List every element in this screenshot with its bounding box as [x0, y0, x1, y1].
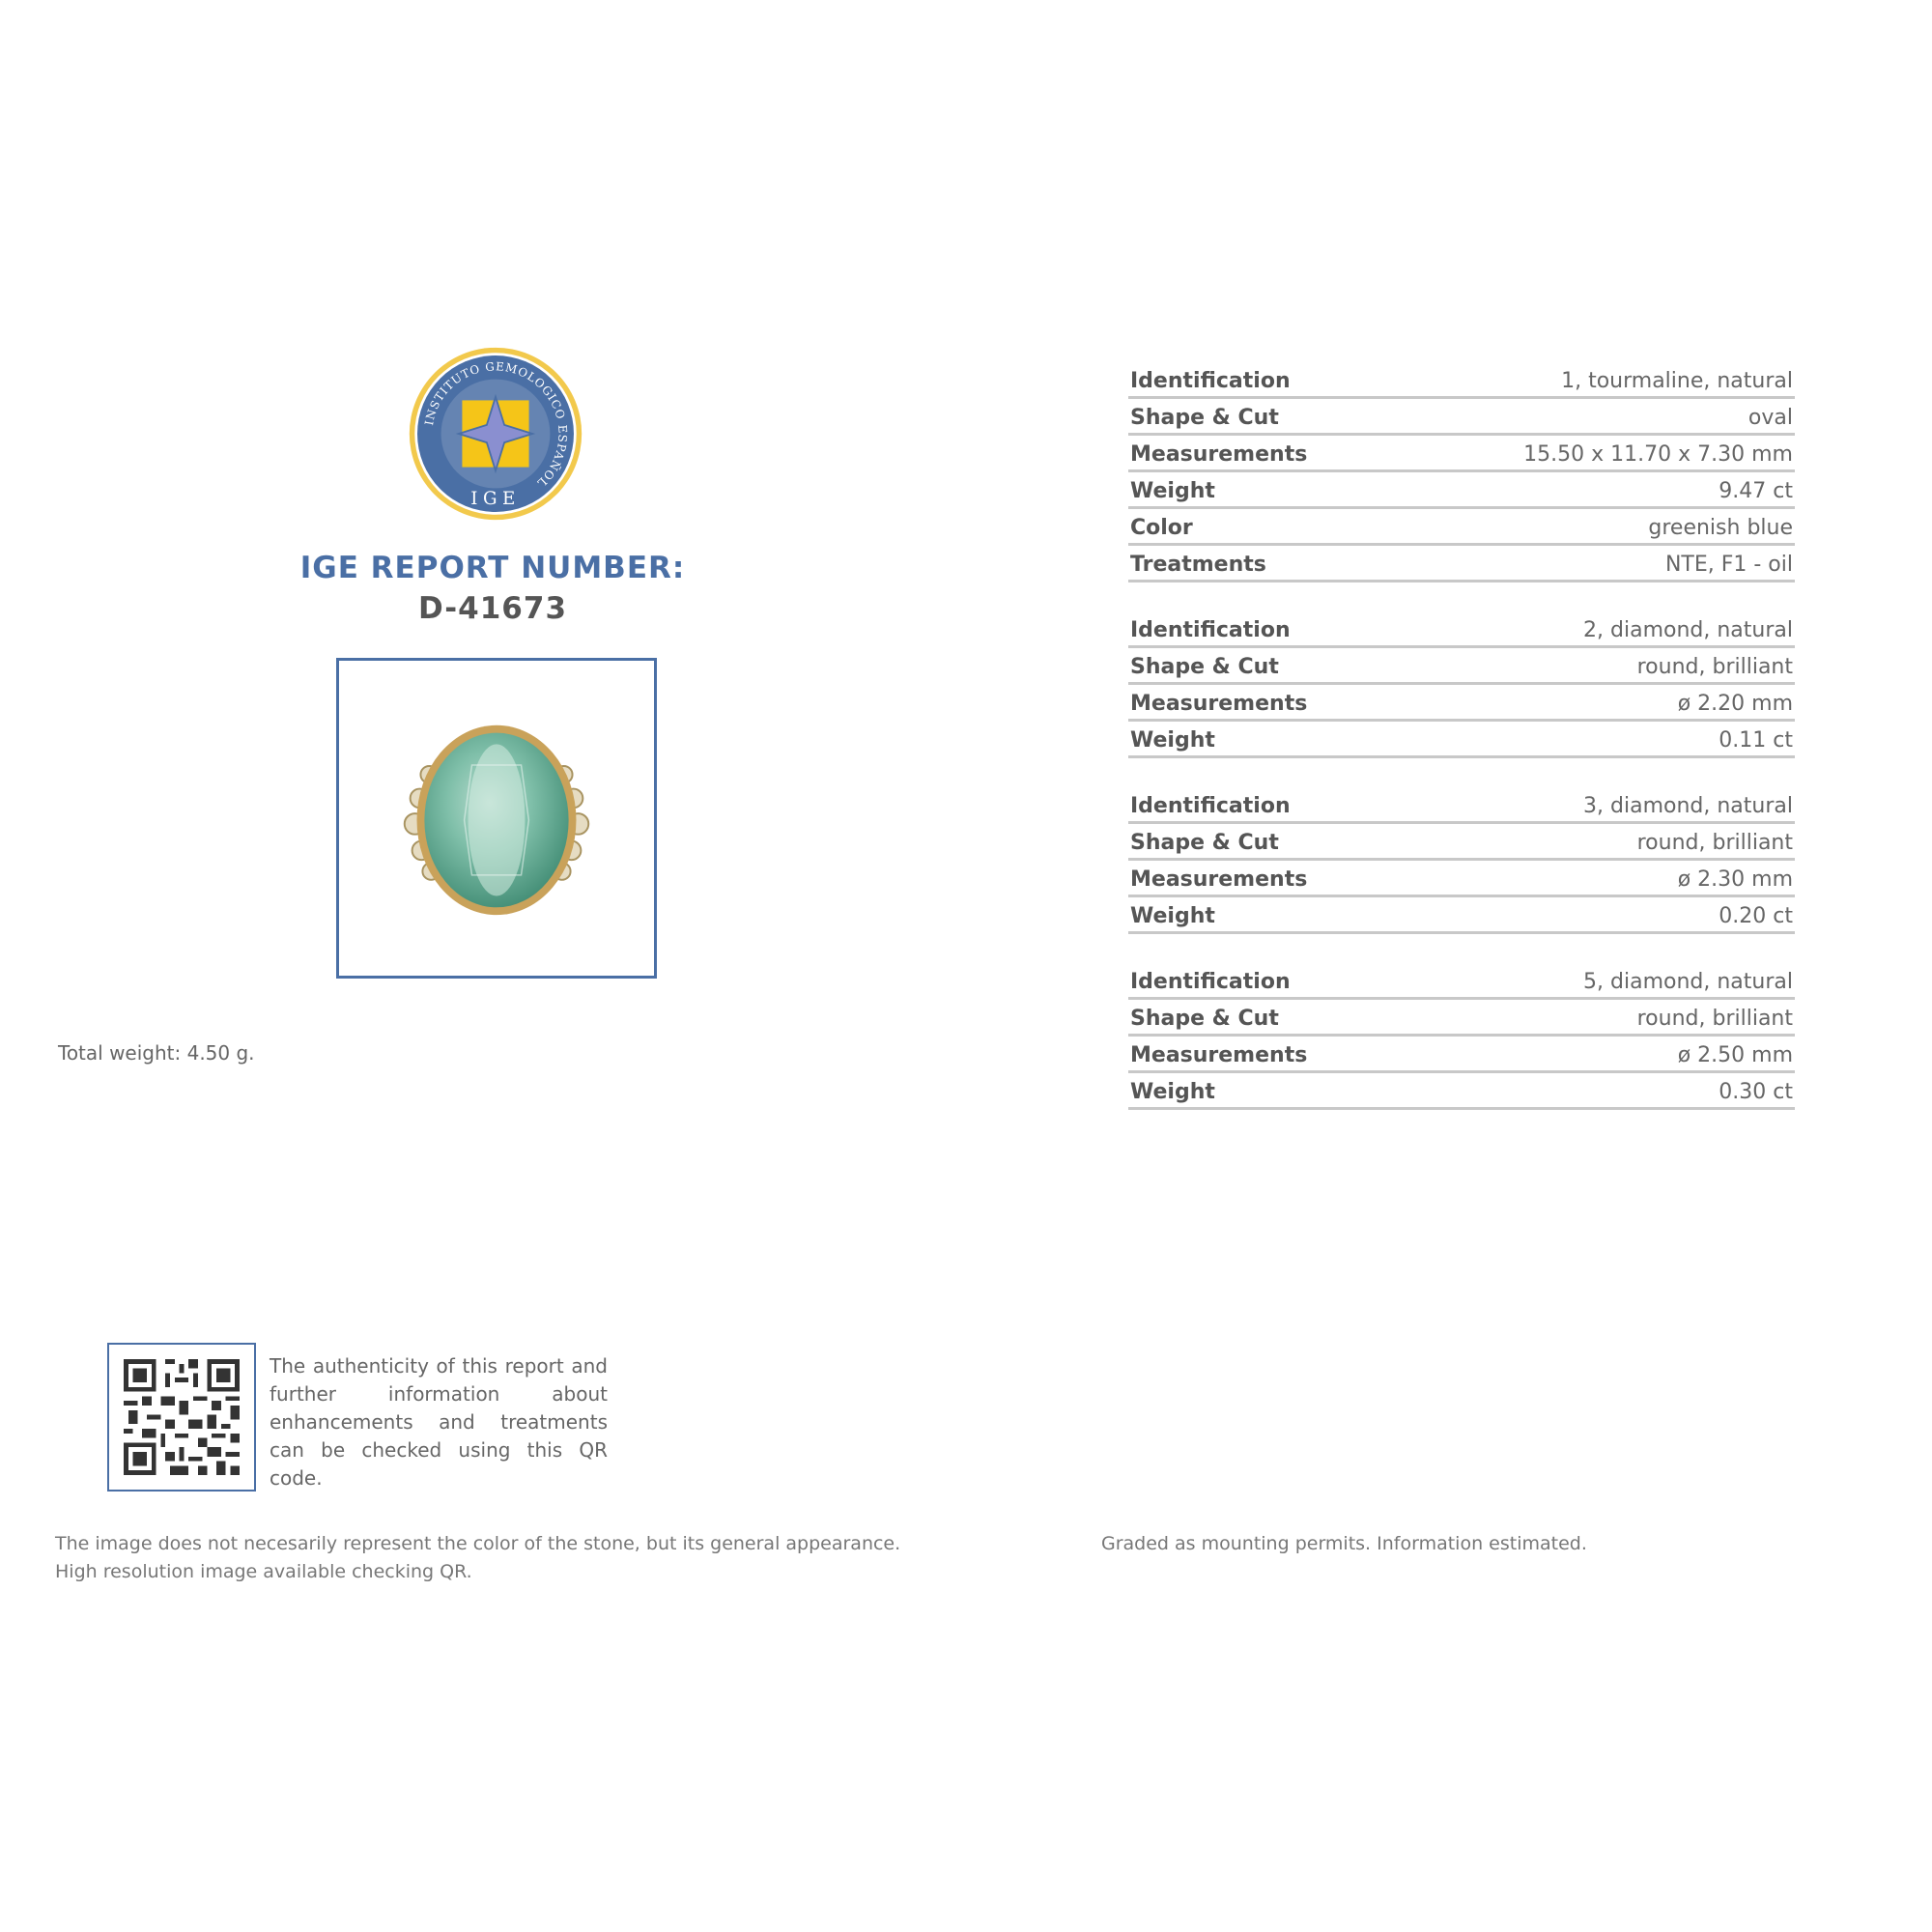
row-value: 0.20 ct: [1719, 904, 1793, 928]
table-row: [1128, 861, 1795, 897]
grading-note: Graded as mounting permits. Information estimated.: [1101, 1533, 1587, 1554]
ige-logo: [408, 346, 583, 522]
table-row: [1128, 963, 1795, 1000]
row-value: 15.50 x 11.70 x 7.30 mm: [1523, 442, 1793, 467]
row-value: ø 2.30 mm: [1677, 867, 1793, 892]
table-row: [1128, 824, 1795, 861]
stone-block-1: [1128, 362, 1795, 582]
row-label: Measurements: [1130, 692, 1308, 716]
report-title: IGE REPORT NUMBER:: [299, 551, 686, 585]
row-value: 0.30 ct: [1719, 1080, 1793, 1104]
row-label: Measurements: [1130, 442, 1308, 467]
row-value: 2, diamond, natural: [1583, 618, 1793, 642]
row-label: Measurements: [1130, 867, 1308, 892]
row-label: Shape & Cut: [1130, 655, 1279, 679]
stone-block-3: [1128, 787, 1795, 934]
row-label: Identification: [1130, 369, 1291, 393]
stone-block-2: [1128, 611, 1795, 758]
row-value: greenish blue: [1648, 516, 1793, 540]
row-label: Identification: [1130, 794, 1291, 818]
report-number: D-41673: [417, 591, 568, 626]
table-row: [1128, 472, 1795, 509]
row-label: Weight: [1130, 479, 1215, 503]
qr-code[interactable]: [107, 1343, 256, 1492]
row-value: round, brilliant: [1636, 1007, 1793, 1031]
qr-code-icon: [124, 1359, 240, 1475]
row-value: 5, diamond, natural: [1583, 970, 1793, 994]
row-value: 3, diamond, natural: [1583, 794, 1793, 818]
image-disclaimer-line1: The image does not necesarily represent the color of the stone, but its general appearance.: [55, 1533, 901, 1554]
table-row: [1128, 648, 1795, 685]
image-disclaimer: [55, 1530, 1021, 1586]
row-value: 0.11 ct: [1719, 728, 1793, 753]
total-weight: Total weight: 4.50 g.: [58, 1041, 255, 1065]
row-label: Shape & Cut: [1130, 1007, 1279, 1031]
table-row: [1128, 509, 1795, 546]
table-row: [1128, 787, 1795, 824]
logo-abbr: IGE: [470, 488, 521, 509]
row-label: Weight: [1130, 1080, 1215, 1104]
logo-ring-text: INSTITUTO GEMOLOGICO ESPAÑOL: [422, 359, 570, 491]
table-row: [1128, 685, 1795, 722]
row-value: NTE, F1 - oil: [1664, 553, 1793, 577]
row-value: ø 2.20 mm: [1677, 692, 1793, 716]
row-label: Weight: [1130, 904, 1215, 928]
row-value: oval: [1747, 406, 1793, 430]
table-row: [1128, 362, 1795, 399]
table-row: [1128, 1000, 1795, 1037]
ring-photo-icon: [339, 661, 654, 976]
row-label: Identification: [1130, 970, 1291, 994]
row-label: Identification: [1130, 618, 1291, 642]
table-row: [1128, 546, 1795, 582]
row-value: round, brilliant: [1636, 655, 1793, 679]
ring-photo: [336, 658, 657, 979]
row-label: Color: [1130, 516, 1193, 540]
stones-tables: [1128, 362, 1795, 1139]
image-disclaimer-line2: High resolution image available checking QR.: [55, 1561, 472, 1582]
table-row: [1128, 722, 1795, 758]
ige-seal-icon: [408, 346, 583, 522]
qr-description: The authenticity of this report and further information about enhancements and treatments can be checked using this QR code.: [270, 1354, 608, 1490]
table-row: [1128, 1037, 1795, 1073]
row-value: 1, tourmaline, natural: [1561, 369, 1793, 393]
row-label: Measurements: [1130, 1043, 1308, 1067]
table-row: [1128, 611, 1795, 648]
row-label: Treatments: [1130, 553, 1266, 577]
row-label: Shape & Cut: [1130, 831, 1279, 855]
row-value: ø 2.50 mm: [1677, 1043, 1793, 1067]
table-row: [1128, 399, 1795, 436]
row-value: 9.47 ct: [1719, 479, 1793, 503]
table-row: [1128, 1073, 1795, 1110]
table-row: [1128, 436, 1795, 472]
row-value: round, brilliant: [1636, 831, 1793, 855]
row-label: Shape & Cut: [1130, 406, 1279, 430]
stone-block-4: [1128, 963, 1795, 1110]
table-row: [1128, 897, 1795, 934]
row-label: Weight: [1130, 728, 1215, 753]
